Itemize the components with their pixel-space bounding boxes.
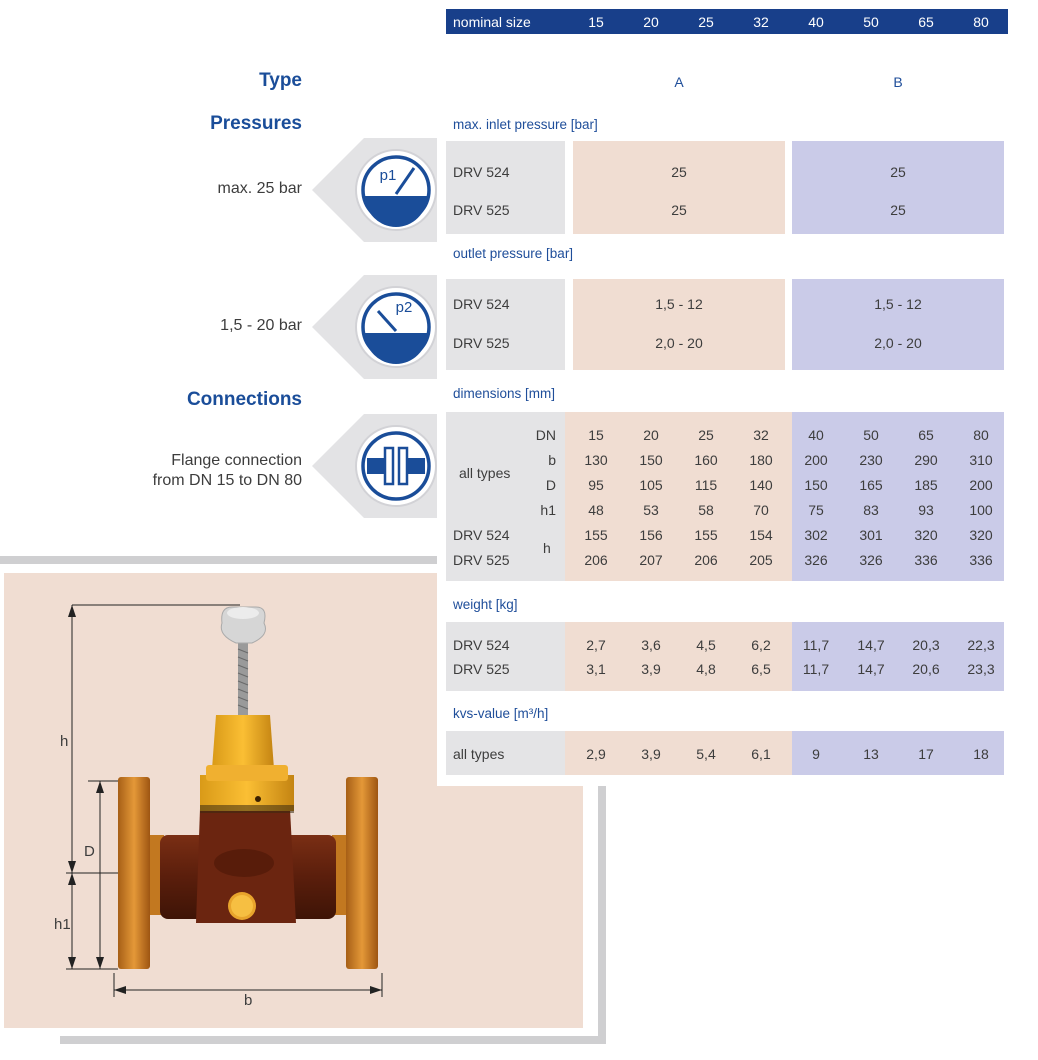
dimensions-value: 150: [639, 452, 663, 468]
valve-drawing: [0, 573, 600, 1033]
dimensions-value: 205: [749, 552, 773, 568]
inlet-value-a: 25: [671, 202, 687, 218]
weight-value: 3,1: [586, 661, 606, 677]
weight-value: 20,3: [912, 637, 940, 653]
dimensions-value: 80: [973, 427, 989, 443]
dimensions-value: 140: [749, 477, 773, 493]
weight-value: 6,5: [751, 661, 771, 677]
dimensions-value: 75: [808, 502, 824, 518]
inlet-label-cell: [446, 141, 565, 234]
dimensions-row-key: D: [545, 477, 556, 493]
outlet-value-b: 1,5 - 12: [874, 296, 922, 312]
dimensions-value: 130: [584, 452, 608, 468]
dimensions-value: 154: [749, 527, 773, 543]
kvs-value: 5,4: [696, 746, 716, 762]
flange-connection-icon: [312, 414, 448, 518]
dimensions-value: 65: [918, 427, 934, 443]
outlet-pressure-note: 1,5 - 20 bar: [220, 317, 302, 334]
inlet-group-b: [792, 141, 1004, 234]
dimensions-row-key: b: [548, 452, 556, 468]
section-heading-pressures: Pressures: [210, 113, 302, 134]
dimensions-value: 40: [808, 427, 824, 443]
inlet-pressure-title: max. inlet pressure [bar]: [453, 117, 598, 132]
dimensions-value: 53: [643, 502, 659, 518]
dimensions-value: 310: [969, 452, 993, 468]
dimensions-value: 95: [588, 477, 604, 493]
outlet-group-a: [573, 279, 785, 370]
dimension-label-b: b: [244, 992, 253, 1009]
dimensions-row-key: DN: [535, 427, 556, 443]
outlet-row-name: DRV 524: [453, 296, 510, 312]
kvs-value: 9: [812, 746, 820, 762]
weight-value: 11,7: [802, 661, 830, 677]
dimensions-value: 83: [863, 502, 879, 518]
dimensions-row-key: h1: [540, 502, 556, 518]
dimensions-value: 32: [753, 427, 769, 443]
inlet-group-a: [573, 141, 785, 234]
outlet-group-b: [792, 279, 1004, 370]
type-b: B: [893, 74, 903, 90]
dimensions-value: 185: [914, 477, 938, 493]
dimensions-value: 100: [969, 502, 993, 518]
dimensions-value: 155: [584, 527, 608, 543]
dimensions-value: 326: [804, 552, 828, 568]
dimensions-value: 70: [753, 502, 769, 518]
dimensions-value: 200: [804, 452, 828, 468]
frame-bottom: [60, 1036, 606, 1044]
weight-row-name: DRV 525: [453, 661, 510, 677]
dimensions-value: 206: [584, 552, 608, 568]
header-size: 20: [643, 14, 659, 30]
inlet-value-b: 25: [890, 202, 906, 218]
dimensions-value: 48: [588, 502, 604, 518]
dimensions-value: 20: [643, 427, 659, 443]
dimensions-value: 180: [749, 452, 773, 468]
header-size: 25: [698, 14, 714, 30]
inlet-row-name: DRV 525: [453, 202, 510, 218]
header-size: 65: [918, 14, 934, 30]
weight-value: 3,9: [641, 661, 661, 677]
header-size: 80: [973, 14, 989, 30]
dimensions-value: 165: [859, 477, 883, 493]
dimensions-value: 320: [914, 527, 938, 543]
dimensions-row-type: DRV 525: [453, 552, 510, 568]
dimensions-row-type: DRV 524: [453, 527, 510, 543]
dimensions-value: 200: [969, 477, 993, 493]
weight-value: 14,7: [857, 637, 885, 653]
outlet-pressure-title: outlet pressure [bar]: [453, 246, 574, 261]
dimensions-value: 290: [914, 452, 938, 468]
outlet-pressure-gauge-icon: [312, 275, 448, 379]
section-heading-connections: Connections: [186, 389, 302, 410]
dimension-label-d: D: [84, 843, 95, 860]
dimensions-value: 160: [694, 452, 718, 468]
weight-value: 20,6: [912, 661, 940, 677]
dimensions-value: 105: [639, 477, 663, 493]
dimensions-value: 93: [918, 502, 934, 518]
dimensions-value: 207: [639, 552, 663, 568]
dimensions-value: 301: [859, 527, 883, 543]
dimensions-value: 155: [694, 527, 718, 543]
inlet-pressure-gauge-icon: [312, 138, 448, 242]
inlet-pressure-note: max. 25 bar: [217, 180, 302, 197]
outlet-value-a: 2,0 - 20: [655, 335, 703, 351]
kvs-value: 3,9: [641, 746, 661, 762]
dimensions-value: 302: [804, 527, 828, 543]
inlet-value-a: 25: [671, 164, 687, 180]
section-heading-type: Type: [259, 70, 302, 91]
dimensions-title: dimensions [mm]: [453, 386, 556, 401]
dimension-label-h1: h1: [54, 916, 71, 933]
dimensions-value: 336: [969, 552, 993, 568]
header-size: 40: [808, 14, 824, 30]
dimensions-value: 156: [639, 527, 663, 543]
weight-value: 2,7: [586, 637, 606, 653]
outlet-value-a: 1,5 - 12: [655, 296, 703, 312]
weight-value: 4,8: [696, 661, 716, 677]
weight-value: 4,5: [696, 637, 716, 653]
weight-value: 11,7: [802, 637, 830, 653]
inlet-value-b: 25: [890, 164, 906, 180]
dimensions-h-label: h: [543, 540, 551, 556]
type-a: A: [674, 74, 684, 90]
dimensions-value: 50: [863, 427, 879, 443]
dimensions-value: 320: [969, 527, 993, 543]
dimensions-value: 58: [698, 502, 714, 518]
weight-title: weight [kg]: [453, 597, 518, 612]
kvs-value: 13: [863, 746, 879, 762]
dimensions-value: 115: [694, 477, 718, 493]
dimensions-all-types: all types: [459, 465, 511, 481]
p2-label: p2: [395, 299, 413, 316]
outlet-label-cell: [446, 279, 565, 370]
kvs-value: 2,9: [586, 746, 606, 762]
weight-value: 23,3: [967, 661, 995, 677]
nominal-size-label: nominal size: [453, 14, 531, 30]
dimensions-value: 326: [859, 552, 883, 568]
weight-group-b: [792, 622, 1004, 691]
outlet-row-name: DRV 525: [453, 335, 510, 351]
flange-note-line1: Flange connection: [171, 452, 302, 469]
kvs-title: kvs-value [m³/h]: [453, 706, 549, 721]
inlet-row-name: DRV 524: [453, 164, 510, 180]
outlet-value-b: 2,0 - 20: [874, 335, 922, 351]
weight-value: 6,2: [751, 637, 771, 653]
weight-row-name: DRV 524: [453, 637, 510, 653]
header-size: 32: [753, 14, 769, 30]
kvs-value: 18: [973, 746, 989, 762]
dimensions-value: 15: [588, 427, 604, 443]
dimensions-value: 25: [698, 427, 714, 443]
kvs-value: 6,1: [751, 746, 771, 762]
header-size: 50: [863, 14, 879, 30]
weight-value: 3,6: [641, 637, 661, 653]
dimension-label-h: h: [60, 733, 69, 750]
p1-label: p1: [379, 167, 397, 184]
flange-note-line2: from DN 15 to DN 80: [152, 472, 302, 489]
dimensions-value: 206: [694, 552, 718, 568]
header-size: 15: [588, 14, 604, 30]
dimensions-value: 150: [804, 477, 828, 493]
dimensions-value: 336: [914, 552, 938, 568]
dimensions-value: 230: [859, 452, 883, 468]
weight-value: 14,7: [857, 661, 885, 677]
kvs-value: 17: [918, 746, 934, 762]
weight-value: 22,3: [967, 637, 995, 653]
kvs-row-name: all types: [453, 746, 505, 762]
